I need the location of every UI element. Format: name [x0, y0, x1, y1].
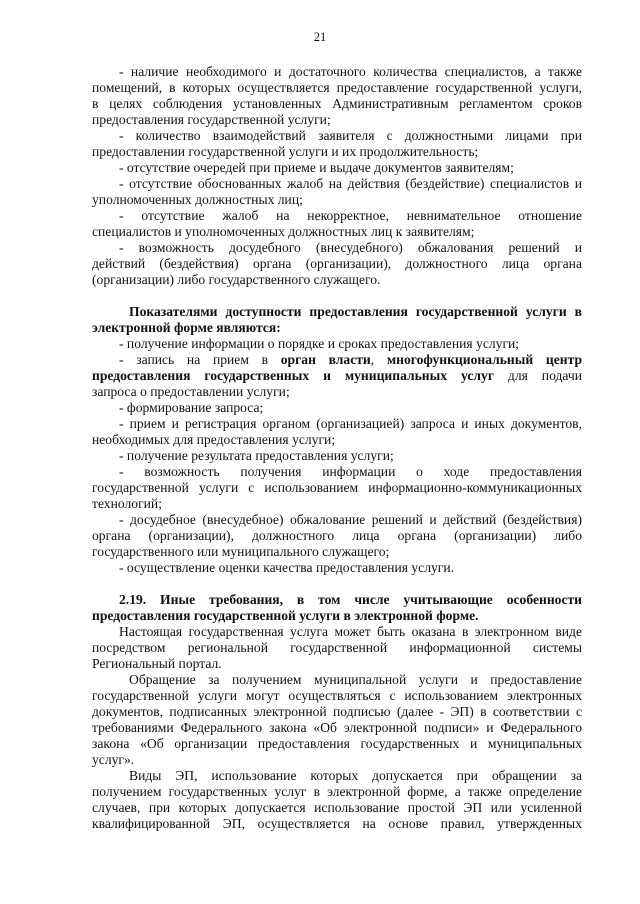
text-line: услуг». [92, 752, 135, 767]
text-line: - запись на прием в орган власти, многофункциональный центр [119, 352, 583, 367]
text-line: Региональный портал. [92, 656, 222, 671]
text-line: необходимых для предоставления услуги; [92, 432, 336, 447]
text-line: уполномоченных должностных лиц; [92, 192, 303, 207]
section-heading: Показателями доступности предоставления государственной услуги в [129, 304, 582, 319]
text-line: случаев, при которых допускается использование простой ЭП или усиленной [92, 800, 582, 815]
text-line: помещений, в которых осуществляется предоставление государственной услуги, [92, 80, 582, 95]
text-line: получением государственных услуг в электронной форме, а также определение [92, 784, 582, 799]
text-line: - количество взаимодействий заявителя с должностными лицами при [119, 128, 582, 143]
text-line: Виды ЭП, использование которых допускается при обращении за [129, 768, 582, 783]
text-line: специалистов и уполномоченных должностных лиц к заявителям; [92, 224, 475, 239]
text-line: - прием и регистрация органом (организацией) запроса и иных документов, [119, 416, 582, 431]
text-line: - получение информации о порядке и сроках предоставления услуги; [119, 336, 520, 351]
text-line: в целях соблюдения установленных Административным регламентом сроков [92, 96, 582, 111]
text-line: - возможность досудебного (внесудебного) обжалования решений и [119, 240, 582, 255]
text-line: предоставления государственных и муниципальных услуг для подачи [92, 368, 582, 383]
text-line: государственной услуги могут осуществляться с использованием электронных [92, 688, 582, 703]
text-line: - отсутствие жалоб на некорректное, невнимательное отношение [119, 208, 582, 223]
text-line: - отсутствие обоснованных жалоб на действия (бездействие) специалистов и [119, 176, 582, 191]
text-line: государственного или муниципального служащего; [92, 544, 390, 559]
text-line: (организации) либо государственного служащего. [92, 272, 381, 287]
text-line: Настоящая государственная услуга может быть оказана в электронном виде [119, 624, 582, 639]
text-line: - осуществление оценки качества предоставления услуги. [119, 560, 455, 575]
text-line: - наличие необходимого и достаточного количества специалистов, а также [119, 64, 582, 79]
text-line: предоставлении государственной услуги и их продолжительность; [92, 144, 479, 159]
section-219-heading: 2.19. Иные требования, в том числе учитывающие особенности [119, 592, 582, 607]
text-line: технологий; [92, 496, 162, 511]
text-line: запроса о предоставлении услуги; [92, 384, 290, 399]
text-line: требованиями Федерального закона «Об электронной подписи» и Федерального [92, 720, 582, 735]
text-line: посредством региональной государственной информационной системы [92, 640, 582, 655]
text-line: Обращение за получением муниципальной услуги и предоставление [129, 672, 582, 687]
text-line: органа (организации), должностного лица органа (организации) либо [92, 528, 582, 543]
text-line: - отсутствие очередей при приеме и выдаче документов заявителям; [119, 160, 514, 175]
text-line: - возможность получения информации о ходе предоставления [119, 464, 582, 479]
section-219-heading: предоставления государственной услуги в электронной форме. [92, 608, 479, 623]
text-line: - получение результата предоставления услуги; [119, 448, 394, 463]
text-line: государственной услуги с использованием информационно-коммуникационных [92, 480, 582, 495]
bold-term: орган власти [280, 352, 371, 367]
section-heading: электронной форме являются: [92, 320, 281, 335]
bold-term: предоставления государственных и муниципальных услуг [92, 368, 494, 383]
text-line: документов, подписанных электронной подписью (далее - ЭП) в соответствии с [92, 704, 582, 719]
page-number: 21 [313, 30, 327, 44]
text-line: предоставления государственной услуги; [92, 112, 331, 127]
text-line: - досудебное (внесудебное) обжалование решений и действий (бездействия) [119, 512, 582, 527]
text-line: действий (бездействия) органа (организации), должностного лица органа [92, 256, 582, 271]
bold-term: многофункциональный центр [386, 352, 583, 367]
text-line: - формирование запроса; [119, 400, 264, 415]
text-line: закона «Об организации предоставления государственных и муниципальных [92, 736, 582, 751]
text-line: квалифицированной ЭП, осуществляется на основе правил, утвержденных [92, 816, 582, 831]
